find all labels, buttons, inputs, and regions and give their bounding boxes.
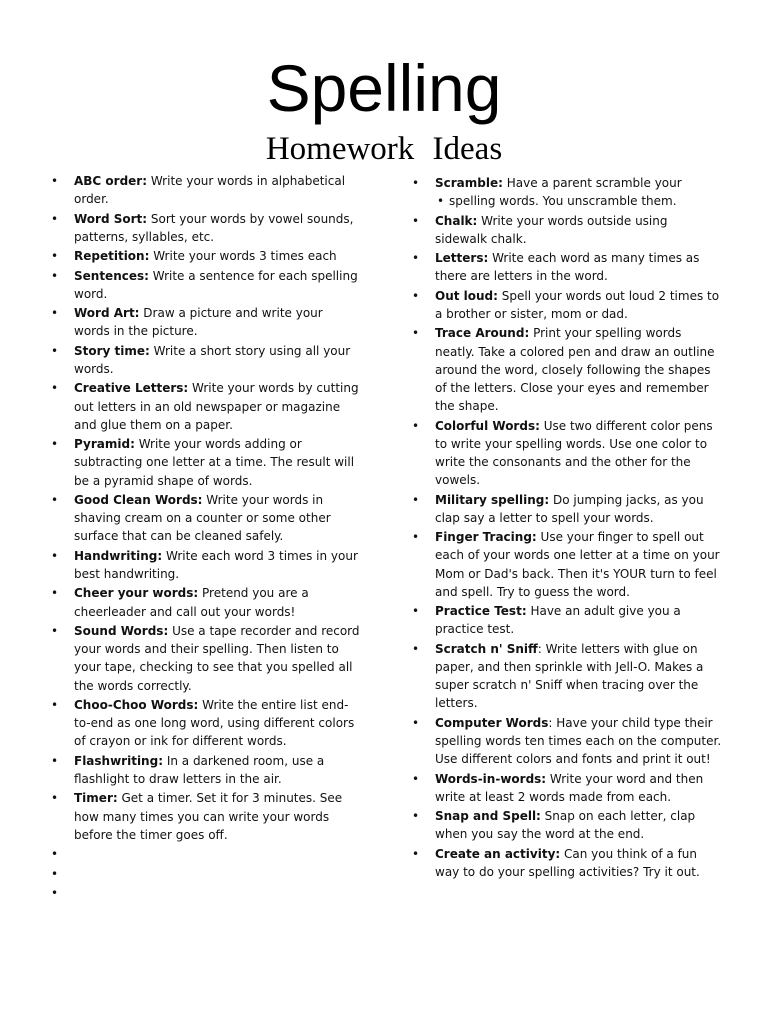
item-term: Sentences: [74, 268, 149, 283]
sub-item-text: spelling words. You unscramble them. [449, 194, 677, 209]
item-description: Use your finger to spell out each of your words one letter at a time on your Mom or Dad's back. Then it's YOUR turn to feel and spell. Try to guess the word. [435, 530, 720, 599]
bullet-icon: • [51, 492, 59, 507]
item-term: Snap and Spell: [435, 809, 541, 824]
item-term: Computer Words [435, 715, 549, 730]
bullet-icon: • [51, 306, 59, 321]
bullet-icon: • [51, 548, 59, 563]
item-description: Write a short story using all your words. [74, 343, 351, 376]
list-item [51, 584, 361, 620]
bullet-icon: • [437, 194, 445, 209]
list-item [412, 714, 722, 769]
empty-list-item [51, 884, 361, 902]
bullet-icon: • [51, 791, 59, 806]
list-item [412, 640, 722, 713]
item-description: Use a tape recorder and record your words and their spelling. Then listen to your tape, checking to see that you spelled all the words correctly. [74, 623, 360, 693]
item-description: Have an adult give you a practice test. [435, 604, 681, 637]
item-description: Can you think of a fun way to do your spelling activities? Try it out. [435, 846, 700, 879]
item-description: Snap on each letter, clap when you say the word at the end. [435, 809, 696, 842]
list-item [412, 491, 722, 527]
item-description: Have a parent scramble your [502, 176, 682, 190]
bullet-icon: • [412, 288, 420, 303]
item-description: Do jumping jacks, as you clap say a letter to spell your words. [435, 492, 704, 525]
list-item [51, 752, 361, 788]
list-item [51, 172, 361, 208]
page-title: Spelling [266, 51, 502, 125]
item-term: Out loud: [435, 288, 498, 303]
item-term: Sound Words: [74, 623, 169, 638]
list-item [51, 247, 361, 265]
item-description: Write your words in shaving cream on a counter or some other surface that can be cleaned safely. [74, 492, 331, 544]
list-item [51, 622, 361, 695]
empty-list-item [51, 865, 361, 883]
bullet-icon: • [51, 866, 59, 881]
item-term: Repetition: [74, 249, 150, 264]
list-item [412, 249, 722, 285]
bullet-icon: • [51, 343, 59, 358]
bullet-icon: • [412, 213, 420, 228]
item-term: Story time: [74, 343, 150, 358]
item-term: Word Art: [74, 306, 140, 321]
sub-list-item [435, 192, 722, 210]
item-description: Spell your words out loud 2 times to a brother or sister, mom or dad. [435, 288, 720, 321]
item-term: Flashwriting: [74, 753, 163, 768]
item-description: Write your words outside using sidewalk chalk. [435, 213, 668, 246]
bullet-icon: • [51, 697, 59, 712]
item-term: Trace Around: [435, 326, 530, 341]
bullet-icon: • [412, 715, 420, 730]
list-item [412, 845, 722, 881]
item-term: Chalk: [435, 213, 478, 228]
bullet-icon: • [412, 530, 420, 545]
item-term: Letters: [435, 251, 489, 266]
list-item [412, 807, 722, 843]
bullet-icon: • [51, 847, 59, 862]
bullet-icon: • [412, 771, 420, 786]
list-item [51, 491, 361, 546]
item-description: Write each word 3 times in your best handwriting. [74, 548, 358, 581]
item-description: Sort your words by vowel sounds, patterns, syllables, etc. [74, 211, 354, 244]
list-item [51, 210, 361, 246]
item-description: Write a sentence for each spelling word. [74, 268, 358, 301]
item-term: Handwriting: [74, 548, 163, 563]
bullet-icon: • [51, 885, 59, 900]
bullet-icon: • [412, 326, 420, 341]
right-idea-list [412, 174, 722, 882]
item-term: Scratch n' Sniff [435, 641, 538, 656]
item-term: Choo-Choo Words: [74, 697, 199, 712]
bullet-icon: • [412, 492, 420, 507]
item-description: Pretend you are a cheerleader and call out your words! [74, 586, 309, 619]
bullet-icon: • [412, 809, 420, 824]
item-description: : Have your child type their spelling words ten times each on the computer. Use different colors and fonts and print it out! [435, 715, 722, 767]
bullet-icon: • [51, 437, 59, 452]
list-item [412, 528, 722, 601]
bullet-icon: • [51, 586, 59, 601]
bullet-icon: • [51, 211, 59, 226]
item-term: Creative Letters: [74, 381, 189, 396]
bullet-icon: • [412, 604, 420, 619]
list-item [412, 417, 722, 490]
item-description: Write the entire list end-to-end as one long word, using different colors of crayon or ink for different words. [74, 697, 355, 749]
list-item [412, 212, 722, 248]
list-item [412, 324, 722, 415]
bullet-icon: • [412, 176, 420, 190]
item-description: Get a timer. Set it for 3 minutes. See how many times you can write your words before the timer goes off. [74, 791, 343, 842]
item-term: Word Sort: [74, 211, 148, 226]
list-item [412, 602, 722, 638]
item-term: Colorful Words: [435, 418, 540, 433]
item-description: : Write letters with glue on paper, and then sprinkle with Jell-O. Makes a super scratch n' Sniff when tracing over the letters. [435, 641, 704, 711]
item-term: ABC order: [74, 174, 148, 188]
bullet-icon: • [412, 846, 420, 861]
item-term: Military spelling: [435, 492, 550, 507]
item-description: Write your words adding or subtracting one letter at a time. The result will be a pyramid shape of words. [74, 437, 355, 488]
item-description: Write your words in alphabetical order. [74, 174, 346, 207]
bullet-icon: • [412, 418, 420, 433]
bullet-icon: • [51, 381, 59, 396]
bullet-icon: • [412, 641, 420, 656]
list-item [51, 304, 361, 340]
list-item [51, 696, 361, 751]
item-term: Pyramid: [74, 437, 135, 452]
bullet-icon: • [51, 249, 59, 264]
list-item [51, 342, 361, 378]
list-item [51, 547, 361, 583]
list-item [51, 435, 361, 490]
empty-list-item [51, 845, 361, 863]
list-item [51, 267, 361, 303]
item-term: Finger Tracing: [435, 530, 537, 545]
item-description: Write each word as many times as there are letters in the word. [435, 251, 700, 284]
list-item [51, 379, 361, 434]
item-description: Draw a picture and write your words in the picture. [74, 306, 323, 339]
item-description: Use two different color pens to write your spelling words. Use one color to write the consonants and the other for the vowels. [435, 418, 713, 488]
bullet-icon: • [51, 753, 59, 768]
item-description: Write your words by cutting out letters in an old newspaper or magazine and glue them on a paper. [74, 381, 359, 432]
bullet-icon: • [51, 268, 59, 283]
item-term: Cheer your words: [74, 586, 199, 601]
item-term: Create an activity: [435, 846, 561, 861]
bullet-icon: • [412, 251, 420, 266]
item-term: Practice Test: [435, 604, 527, 619]
item-description: Write your word and then write at least 2 words made from each. [435, 771, 704, 804]
item-term: Scramble: [435, 176, 503, 190]
item-term: Good Clean Words: [74, 492, 203, 507]
left-idea-list [51, 172, 361, 903]
item-term: Words-in-words: [435, 771, 547, 786]
item-description: In a darkened room, use a flashlight to draw letters in the air. [74, 753, 325, 786]
list-item [412, 287, 722, 323]
page-subtitle: Homework Ideas [265, 131, 503, 167]
list-item [412, 770, 722, 806]
list-item [51, 789, 361, 844]
item-description: Print your spelling words neatly. Take a colored pen and draw an outline around the word, closely following the shapes of the letters. Close your eyes and remember the shape. [435, 326, 715, 414]
item-term: Timer: [74, 791, 118, 806]
bullet-icon: • [51, 623, 59, 638]
list-item [412, 174, 722, 210]
item-description: Write your words 3 times each [149, 249, 337, 264]
bullet-icon: • [51, 174, 59, 188]
